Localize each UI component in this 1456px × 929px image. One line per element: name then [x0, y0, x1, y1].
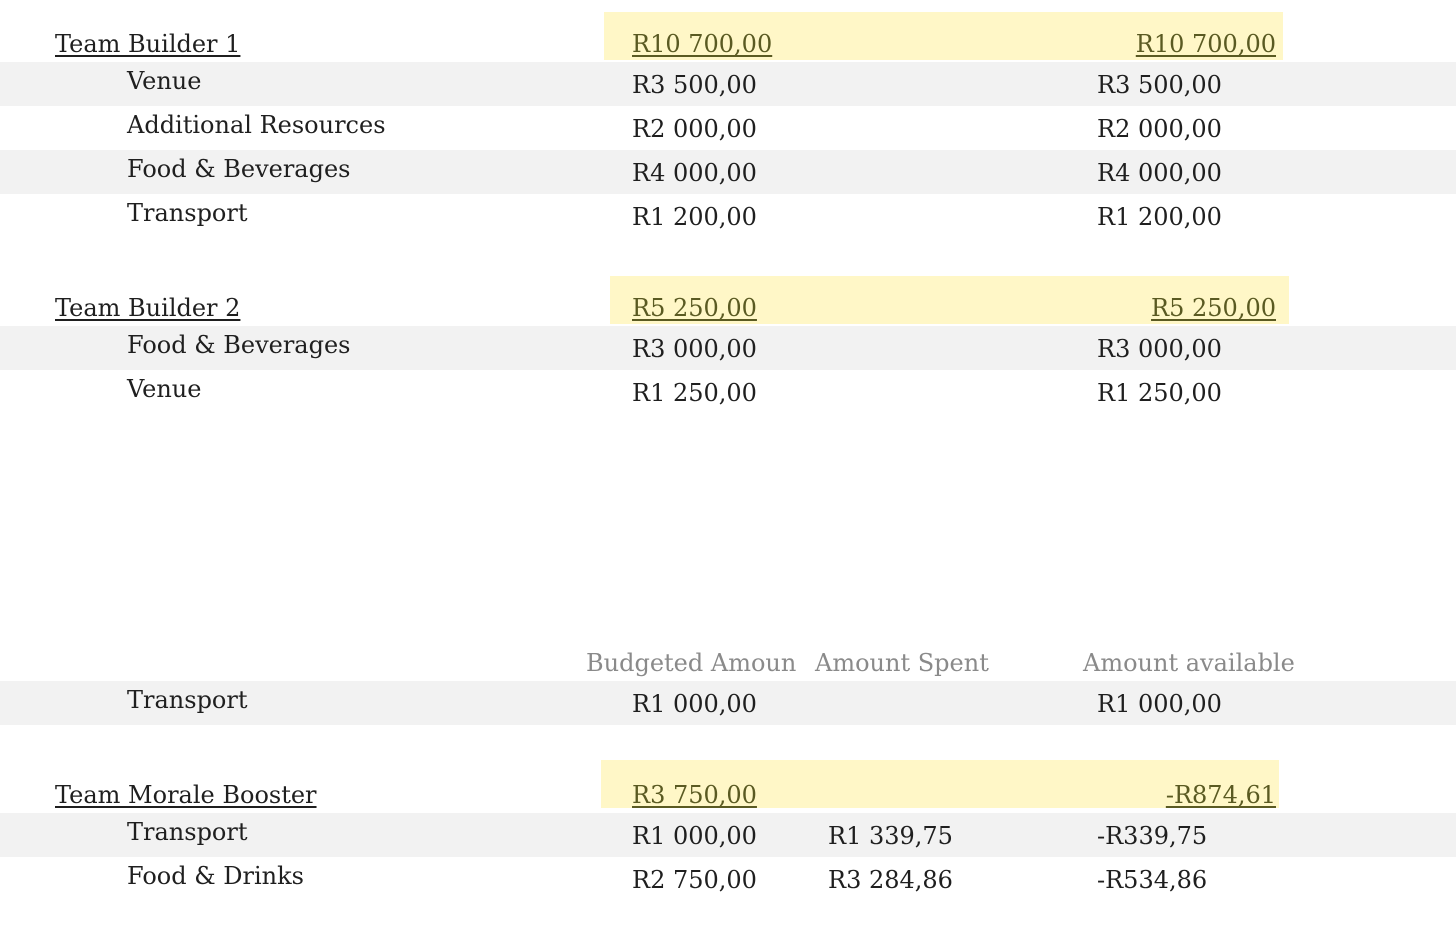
tb1-item-name: Food & Beverages: [127, 155, 351, 183]
tmb-item-spent: R1 339,75: [828, 822, 953, 850]
tb2-item-name: Venue: [127, 375, 202, 403]
transport-item-budgeted: R1 000,00: [632, 690, 757, 718]
tb1-item-available: R4 000,00: [1097, 159, 1222, 187]
tb2-item-available: R3 000,00: [1097, 335, 1222, 363]
tb1-item-budgeted: R4 000,00: [632, 159, 757, 187]
column-header-budgeted: Budgeted Amoun: [586, 649, 797, 677]
tb1-item-name: Additional Resources: [127, 111, 386, 139]
tmb-item-name: Transport: [127, 818, 248, 846]
tb2-title: Team Builder 2: [55, 294, 241, 322]
tmb-item-spent: R3 284,86: [828, 866, 953, 894]
tmb-total-budget: R3 750,00: [632, 781, 757, 809]
tmb-item-available: -R339,75: [1097, 822, 1208, 850]
tmb-item-budgeted: R1 000,00: [632, 822, 757, 850]
tb1-total-available: R10 700,00: [1135, 30, 1276, 58]
tmb-total-available: -R874,61: [1165, 781, 1276, 809]
column-header-spent: Amount Spent: [815, 649, 989, 677]
tb2-item-available: R1 250,00: [1097, 379, 1222, 407]
tb2-total-budget: R5 250,00: [632, 294, 757, 322]
tb1-item-budgeted: R2 000,00: [632, 115, 757, 143]
tmb-item-name: Food & Drinks: [127, 862, 304, 890]
tmb-title: Team Morale Booster: [55, 781, 317, 809]
tb2-item-budgeted: R1 250,00: [632, 379, 757, 407]
tb1-item-budgeted: R3 500,00: [632, 71, 757, 99]
tb1-item-budgeted: R1 200,00: [632, 203, 757, 231]
tb1-item-available: R2 000,00: [1097, 115, 1222, 143]
tb1-item-available: R1 200,00: [1097, 203, 1222, 231]
tb2-item-budgeted: R3 000,00: [632, 335, 757, 363]
column-header-available: Amount available: [1083, 649, 1295, 677]
tb2-item-name: Food & Beverages: [127, 331, 351, 359]
tb1-item-available: R3 500,00: [1097, 71, 1222, 99]
transport-item-name: Transport: [127, 686, 248, 714]
tb1-item-name: Venue: [127, 67, 202, 95]
tb1-title: Team Builder 1: [55, 30, 241, 58]
tb1-total-budget: R10 700,00: [632, 30, 773, 58]
tb1-item-name: Transport: [127, 199, 248, 227]
tb2-total-available: R5 250,00: [1151, 294, 1276, 322]
tmb-item-budgeted: R2 750,00: [632, 866, 757, 894]
transport-item-available: R1 000,00: [1097, 690, 1222, 718]
tmb-item-available: -R534,86: [1097, 866, 1208, 894]
